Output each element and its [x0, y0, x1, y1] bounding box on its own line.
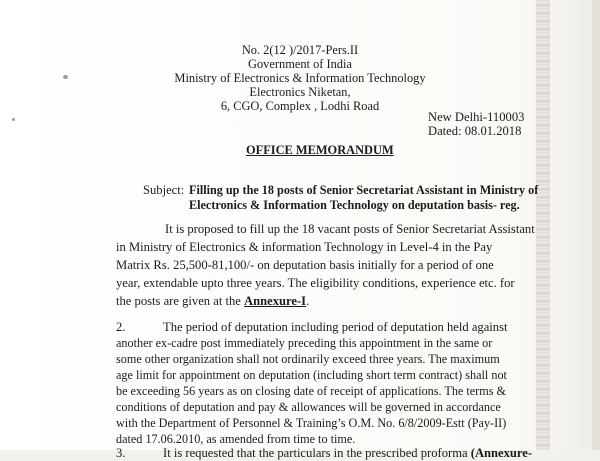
para1-line-5-end: . — [306, 294, 310, 308]
para3-partial-text: It is requested that the particulars in the prescribed proforma — [163, 446, 468, 460]
para2-line-2: another ex-cadre post immediately preceding this appointment in the same or — [116, 336, 493, 350]
address-line: 6, CGO, Complex , Lodhi Road — [220, 99, 380, 113]
para1-line-5 — [116, 294, 309, 309]
annexure-reference: Annexure-I — [244, 294, 307, 308]
para1-line-1: It is proposed to fill up the 18 vacant posts of Senior Secretariat Assistant — [165, 222, 535, 236]
para2-line-7: with the Department of Personnel & Training’s O.M. No. 6/8/2009-Estt (Pay-II) — [116, 416, 507, 430]
para3-annexure-ref: (Annexure- — [470, 446, 533, 460]
para2-number: 2. — [116, 320, 126, 334]
city-line: New Delhi-110003 — [428, 110, 525, 124]
subject-line-1: Filling up the 18 posts of Senior Secretariat Assistant in Ministry of — [189, 183, 539, 197]
para2-line-8: dated 17.06.2010, as amended from time to time. — [116, 432, 356, 446]
date-line: Dated: 08.01.2018 — [428, 124, 522, 138]
subject-label: Subject: — [143, 183, 185, 197]
para1-line-3: Matrix Rs. 25,500-81,100/- on deputation basis initially for a period of one — [116, 258, 494, 272]
para3-partial-line — [163, 446, 532, 461]
ministry-name: Ministry of Electronics & Information Technology — [174, 71, 426, 85]
para2-line-6: conditions of deputation and pay & allowances will be governed in accordance — [116, 400, 501, 414]
scan-edge-shadow — [536, 0, 550, 450]
para1-line-5-text: the posts are given at the — [116, 294, 241, 308]
page-title: OFFICE MEMORANDUM — [246, 143, 394, 157]
para2-line-4: age limit for appointment on deputation (including short term contract) shall not — [116, 368, 507, 382]
file-number: No. 2(12 )/2017-Pers.II — [241, 43, 359, 57]
para3-number: 3. — [116, 446, 126, 460]
scan-speck — [12, 118, 15, 121]
building-name: Electronics Niketan, — [249, 85, 351, 99]
para1-line-2: in Ministry of Electronics & information Technology in Level-4 in the Pay — [116, 240, 493, 254]
para2-line-3: some other organization shall not ordinarily exceed three years. The maximum — [116, 352, 500, 366]
para2-line-1: The period of deputation including period of deputation held against — [163, 320, 508, 334]
para1-line-4: year, extendable upto three years. The eligibility conditions, experience etc. for — [116, 276, 515, 290]
subject-line-2: Electronics & Information Technology on deputation basis- reg. — [189, 198, 520, 212]
scan-speck — [63, 75, 68, 79]
para2-line-5: be exceeding 56 years as on closing date of receipt of applications. The terms & — [116, 384, 506, 398]
org-name: Government of India — [248, 57, 352, 71]
scan-border — [592, 0, 600, 450]
